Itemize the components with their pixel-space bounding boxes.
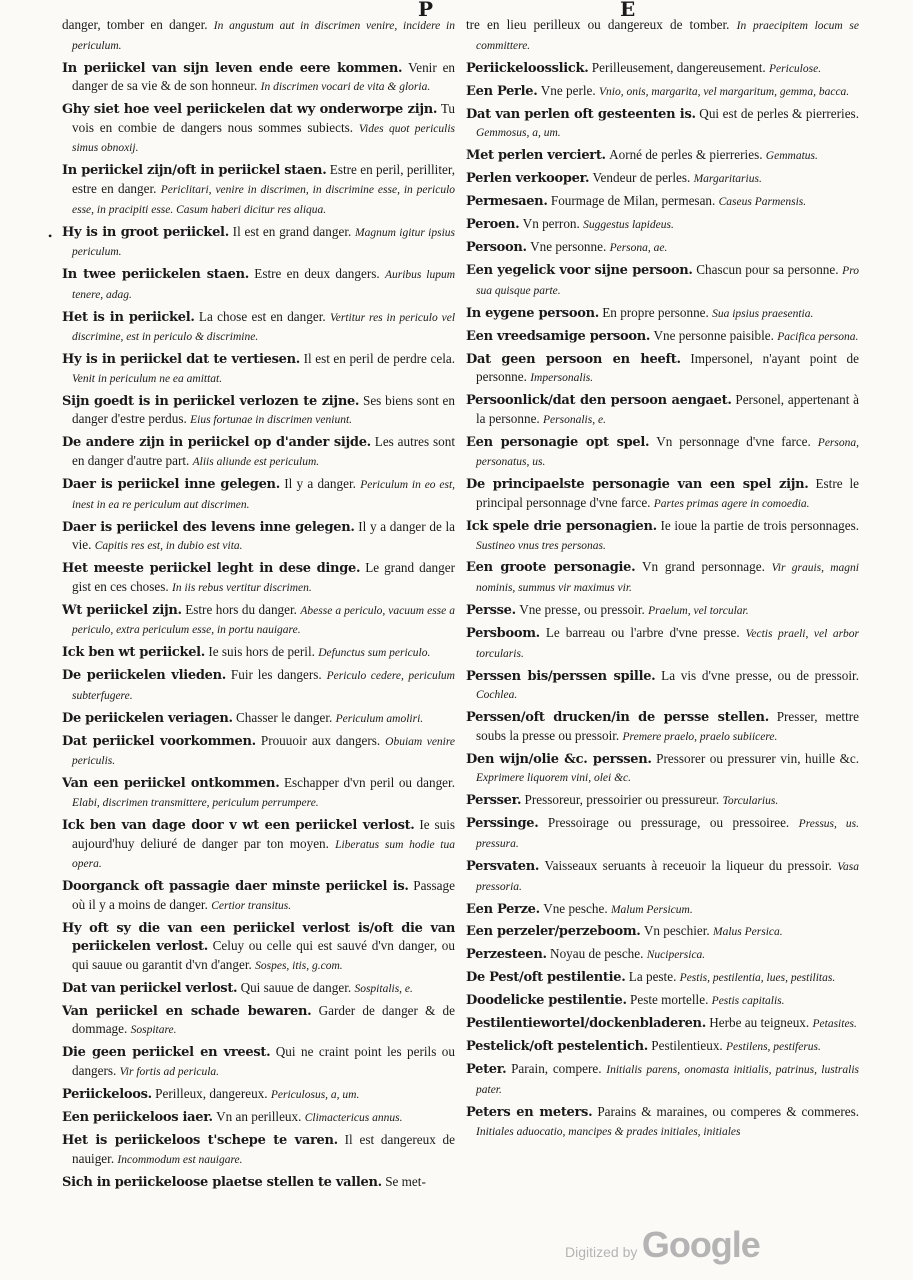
dictionary-entry [466, 261, 859, 300]
entry-latin: Pro sua quisque parte. [476, 265, 859, 297]
entry-latin: Pestis, pestilentia, lues, pestilitas. [679, 972, 836, 985]
dictionary-entry [466, 667, 859, 705]
entry-headword: De periickelen vlieden. [62, 668, 226, 684]
entry-latin: Abesse a periculo, vacuum esse a periculo, extra periculum esse, in portu nauigare. [72, 604, 456, 637]
entry-headword: De periickelen veriagen. [62, 710, 233, 726]
dictionary-entry [466, 1014, 859, 1034]
dictionary-entry [466, 59, 859, 79]
entry-french: Il est en grand danger. [232, 223, 352, 239]
entry-latin: In discrimen vocari de vita & gloria. [260, 81, 431, 94]
entry-french: Fourmage de Milan, permesan. [550, 193, 716, 209]
entry-headword: Permesaen. [466, 194, 548, 210]
entry-headword: Perlen verkooper. [466, 171, 590, 187]
dictionary-entry [466, 1103, 859, 1141]
dictionary-entry [466, 558, 859, 597]
entry-headword: Doodelicke pestilentie. [466, 993, 627, 1009]
entry-french: Ses biens sont en danger d'estre perdus. [72, 392, 455, 427]
right-column [466, 16, 859, 1145]
entry-french: Pressoirage ou pressurage, ou pressoiree. [547, 815, 790, 831]
entry-latin: Initiales aduocatio, mancipes & prades initiales, initiales [476, 1125, 741, 1138]
entry-french: Presser, mettre soubs la presse ou pressoir. [476, 709, 859, 743]
dictionary-entry [466, 814, 859, 853]
entry-latin: Capitis res est, in dubio est vita. [94, 540, 243, 553]
entry-headword: Ick ben van dage door v wt een periickel verlost. [62, 817, 415, 833]
entry-french: Vne presse, ou pressoir. [519, 602, 645, 618]
entry-headword: Die geen periickel en vreest. [62, 1045, 271, 1061]
entry-french: Ie ioue la partie de trois personnages. [660, 517, 860, 533]
entry-french: Estre en peril, perilliter, estre en danger. [72, 162, 456, 196]
dictionary-entry [62, 1043, 455, 1081]
entry-french: Fuir les dangers. [230, 667, 322, 683]
entry-french: Vn peschier. [643, 923, 710, 939]
entry-french: Il y a danger. [284, 475, 356, 491]
entry-latin: Vir grauis, magni nominis, summus vir maximus vir. [476, 562, 860, 595]
entry-headword: Een vreedsamige persoon. [466, 328, 651, 344]
entry-headword: In eygene persoon. [466, 305, 599, 321]
entry-french: Vne perle. [540, 82, 596, 98]
dictionary-entry [62, 265, 455, 304]
entry-latin: Liberatus sum hodie tua opera. [72, 838, 455, 871]
entry-french: Garder de danger & de dommage. [72, 1002, 456, 1037]
entry-latin: Petasites. [812, 1018, 857, 1031]
dictionary-entry [62, 877, 455, 915]
entry-french: Le barreau ou l'arbre d'vne presse. [545, 625, 740, 641]
dictionary-entry [466, 1060, 859, 1099]
entry-headword: Van een periickel ontkommen. [62, 776, 280, 792]
entry-french: Noyau de pesche. [550, 946, 644, 962]
entry-latin: Sustineo vnus tres personas. [476, 539, 606, 552]
entry-headword: Perssen bis/perssen spille. [466, 668, 656, 684]
dictionary-entry [466, 475, 859, 513]
entry-french: Vendeur de perles. [592, 170, 691, 186]
entry-latin: Vectis praeli, vel arbor torcularis. [476, 628, 860, 660]
entry-headword: Peter. [466, 1062, 507, 1078]
entry-headword: Ick ben wt periickel. [62, 645, 206, 661]
left-column [62, 16, 455, 1196]
dictionary-entry [466, 433, 859, 472]
dictionary-entry [62, 666, 455, 705]
entry-headword: Persvaten. [466, 858, 540, 874]
entry-headword: Perssen/oft drucken/in de persse stellen. [466, 710, 769, 726]
entry-french: Ie suis aujourd'huy deliuré de danger par ton moyen. [72, 816, 455, 851]
dictionary-entry [62, 392, 455, 430]
entry-french: La chose est en danger. [198, 308, 326, 324]
entry-french: Il est en peril de perdre cela. [303, 351, 456, 367]
entry-headword: Een Perle. [466, 83, 538, 99]
entry-latin: Pestilens, pestiferus. [726, 1041, 821, 1054]
entry-headword: Periickeloos. [62, 1087, 152, 1103]
dictionary-entry [62, 732, 455, 771]
dictionary-entry [62, 59, 455, 97]
entry-headword: Hy oft sy die van een periickel verlost is/oft die van periickelen verlost. [62, 920, 455, 955]
dictionary-entry [466, 350, 859, 388]
entry-latin: Vides quot periculis simus obnoxij. [72, 122, 455, 155]
entry-latin: Aliis aliunde est periculum. [192, 455, 320, 468]
entry-french: Parain, compere. [511, 1061, 602, 1077]
running-head-right-letter: E [620, 0, 636, 21]
entry-latin: Venit in periculum ne ea amittat. [72, 372, 223, 385]
entry-latin: Climactericus annus. [304, 1112, 403, 1125]
dictionary-entry [466, 750, 859, 788]
entry-french: Passage où il y a moins de danger. [72, 878, 455, 912]
entry-latin: Periculose. [769, 62, 822, 75]
entry-latin: In iis rebus vertitur discrimen. [171, 581, 312, 594]
entry-french: Herbe au teigneux. [709, 1015, 810, 1031]
entry-latin: Periculum amoliri. [335, 712, 424, 725]
dictionary-entry [466, 238, 859, 258]
entry-french: Parains & maraines, ou comperes & commeres. [597, 1103, 860, 1119]
running-head-left-letter: P [418, 0, 434, 21]
entry-french: Vaisseaux seruants à receuoir la liqueur du pressoir. [544, 857, 832, 873]
dictionary-entry [62, 709, 455, 729]
dictionary-entry [466, 900, 859, 920]
entry-latin: Vertitur res in periculo vel discrimine, est in periculo & discrimine. [72, 311, 456, 344]
entry-french: Estre hors du danger. [185, 601, 297, 617]
entry-latin: Magnum igitur ipsius periculum. [72, 226, 455, 259]
entry-french: Qui ne craint point les perils ou dangers. [72, 1044, 455, 1079]
entry-latin: Gemmosus, a, um. [476, 127, 561, 140]
dictionary-entry [466, 16, 859, 55]
entry-headword: Doorganck oft passagie daer minste periickel is. [62, 879, 409, 895]
entry-french: Aorné de perles & pierreries. [609, 147, 763, 163]
google-watermark [565, 1224, 760, 1266]
entry-french: Peste mortelle. [630, 992, 709, 1008]
entry-french: tre en lieu perilleux ou dangereux de tomber. [466, 17, 730, 32]
entry-headword: Van periickel en schade bewaren. [62, 1003, 312, 1019]
entry-headword: Daer is periickel des levens inne gelegen. [62, 519, 355, 535]
entry-french: Chascun pour sa personne. [696, 262, 839, 278]
entry-french: Perilleux, dangereux. [155, 1086, 268, 1102]
entry-headword: Een periickeloos iaer. [62, 1110, 213, 1126]
entry-headword: Dat van periickel verlost. [62, 980, 238, 996]
entry-french: Vn personnage d'vne farce. [656, 433, 811, 449]
entry-french: Vn an perilleux. [216, 1109, 302, 1125]
watermark-prefix: Digitized by [565, 1244, 638, 1260]
entry-french: Le grand danger gist en ces choses. [72, 560, 455, 594]
entry-french: Il y a danger de la vie. [72, 518, 455, 553]
dictionary-entry [62, 100, 455, 158]
dictionary-entry [466, 517, 859, 555]
dictionary-entry [466, 391, 859, 429]
dictionary-entry [62, 774, 455, 812]
entry-latin: Pacifica persona. [777, 330, 859, 343]
entry-latin: Pestis capitalis. [711, 995, 785, 1008]
entry-latin: Periculum in eo est, inest in ea re periculum aut discrimen. [72, 478, 456, 511]
google-logo: Google [641, 1224, 760, 1265]
entry-headword: Peroen. [466, 217, 520, 233]
entry-headword: Peters en meters. [466, 1104, 593, 1120]
entry-latin: Sospitare. [130, 1024, 177, 1037]
entry-latin: Vnio, onis, margarita, vel margaritum, gemma, bacca. [598, 85, 850, 98]
entry-french: La peste. [628, 969, 677, 985]
dictionary-entry [466, 791, 859, 811]
dictionary-entry [62, 161, 455, 219]
entry-latin: Malus Persica. [713, 926, 783, 939]
entry-headword: Persoonlick/dat den persoon aengaet. [466, 393, 732, 409]
dictionary-entry [466, 146, 859, 166]
dictionary-entry [466, 624, 859, 663]
dictionary-entry [466, 192, 859, 212]
entry-french: danger, tomber en danger. [62, 17, 208, 32]
entry-latin: Periculo cedere, periculum subterfugere. [72, 670, 455, 702]
entry-french: Chasser le danger. [236, 709, 333, 725]
entry-latin: Praelum, vel torcular. [648, 605, 749, 618]
margin-mark: • [48, 229, 53, 243]
dictionary-entry [466, 708, 859, 746]
entry-latin: Cochlea. [476, 689, 518, 702]
entry-latin: Incommodum est nauigare. [117, 1153, 243, 1166]
entry-headword: Hy is in groot periickel. [62, 224, 229, 240]
dictionary-entry [62, 1002, 455, 1040]
entry-latin: Persona, ae. [609, 242, 668, 255]
dictionary-entry [466, 1037, 859, 1057]
entry-french: Tu vois en combie de dangers nous sommes subiects. [72, 101, 455, 135]
entry-french: Vne personne. [530, 239, 607, 255]
entry-french: Estre le principal personnage d'vne farce. [476, 476, 859, 510]
dictionary-entry [62, 643, 455, 663]
dictionary-entry [466, 327, 859, 347]
entry-latin: Persona, personatus, us. [476, 436, 860, 469]
entry-headword: Het is periickeloos t'schepe te varen. [62, 1133, 338, 1149]
entry-headword: Sich in periickeloose plaetse stellen te vallen. [62, 1174, 382, 1190]
dictionary-entry [62, 433, 455, 471]
entry-headword: Een personagie opt spel. [466, 434, 650, 450]
entry-french: Se met- [385, 1173, 426, 1189]
dictionary-entry [62, 559, 455, 597]
entry-latin: Caseus Parmensis. [718, 196, 807, 209]
entry-headword: Pestelick/oft pestelentich. [466, 1039, 648, 1055]
entry-latin: Periculosus, a, um. [270, 1089, 360, 1102]
entry-latin: Impersonalis. [530, 372, 594, 385]
entry-headword: Ghy siet hoe veel periickelen dat wy onderworpe zijn. [62, 102, 438, 118]
entry-latin: Vir fortis ad pericula. [119, 1066, 220, 1079]
entry-headword: Sijn goedt is in periickel verlozen te zijne. [62, 393, 360, 409]
dictionary-entry [466, 857, 859, 896]
entry-headword: Dat van perlen oft gesteenten is. [466, 106, 696, 122]
entry-french: Venir en danger de sa vie & de son honneur. [72, 59, 456, 94]
entry-french: Prouuoir aux dangers. [260, 732, 381, 748]
entry-latin: Personalis, e. [543, 413, 606, 426]
entry-latin: Premere praelo, praelo subiicere. [622, 730, 778, 743]
entry-french: Personel, appertenant à la personne. [476, 392, 860, 426]
entry-headword: Hy is in periickel dat te vertiesen. [62, 352, 300, 368]
dictionary-entry [466, 991, 859, 1011]
entry-headword: Dat geen persoon en heeft. [466, 351, 681, 367]
entry-headword: Periickeloosslick. [466, 60, 589, 76]
dictionary-entry [62, 308, 455, 347]
dictionary-entry [62, 350, 455, 388]
entry-latin: Periclitari, venire in discrimen, in discrimine esse, in periculo esse, in pracipiti esse. Casum haberi dicitur res aliqua. [72, 183, 456, 216]
entry-french: Vne personne paisible. [653, 327, 774, 343]
entry-headword: Persse. [466, 603, 516, 619]
dictionary-entry [466, 601, 859, 621]
entry-headword: De andere zijn in periickel op d'ander sijde. [62, 435, 371, 451]
entry-latin: Margaritarius. [693, 173, 762, 186]
entry-french: Qui est de perles & pierreries. [699, 105, 859, 121]
dictionary-entry [62, 16, 455, 55]
entry-french: Les autres sont en danger d'autre part. [72, 434, 456, 468]
entry-latin: Pressus, us. pressura. [476, 818, 860, 850]
entry-headword: Ick spele drie personagien. [466, 518, 657, 534]
dictionary-entry [62, 979, 455, 999]
dictionary-entry [62, 1131, 455, 1169]
entry-french: Estre en deux dangers. [254, 266, 380, 282]
dictionary-entry [62, 223, 455, 262]
entry-headword: Het meeste periickel leght in dese dinge. [62, 561, 361, 577]
dictionary-entry [62, 475, 455, 514]
entry-latin: Nucipersica. [646, 949, 706, 962]
entry-headword: Een yegelick voor sijne persoon. [466, 263, 693, 279]
dictionary-entry [466, 968, 859, 988]
dictionary-entry [466, 945, 859, 965]
entry-latin: Sua ipsius praesentia. [712, 307, 814, 320]
entry-french: Eschapper d'vn peril ou danger. [283, 775, 455, 791]
entry-headword: Daer is periickel inne gelegen. [62, 476, 280, 492]
entry-french: En propre personne. [602, 304, 709, 320]
entry-french: Vn perron. [522, 216, 580, 232]
entry-french: Ie suis hors de peril. [208, 644, 315, 660]
entry-latin: Partes primas agere in comoedia. [653, 497, 810, 510]
dictionary-entry [62, 816, 455, 874]
dictionary-entry [466, 169, 859, 189]
dictionary-entry [466, 304, 859, 324]
entry-headword: De Pest/oft pestilentie. [466, 970, 626, 986]
entry-headword: Met perlen verciert. [466, 148, 606, 164]
entry-headword: Perzesteen. [466, 947, 547, 963]
dictionary-entry [62, 601, 455, 640]
entry-latin: Sospes, itis, g.com. [255, 959, 343, 972]
entry-headword: In periickel zijn/oft in periickel staen. [62, 163, 327, 179]
dictionary-entry [62, 1085, 455, 1105]
entry-french: Perilleusement, dangereusement. [591, 59, 766, 75]
dictionary-entry [466, 922, 859, 942]
entry-headword: Een groote personagie. [466, 560, 636, 576]
entry-french: Vne pesche. [543, 900, 608, 916]
entry-latin: Sospitalis, e. [354, 982, 413, 995]
entry-french: La vis d'vne presse, ou de pressoir. [661, 667, 860, 683]
entry-french: Impersonel, n'ayant point de personne. [476, 350, 859, 385]
entry-latin: Gemmatus. [765, 150, 818, 163]
entry-headword: Wt periickel zijn. [62, 602, 182, 618]
entry-headword: In periickel van sijn leven ende eere kommen. [62, 60, 403, 76]
entry-headword: Persser. [466, 793, 522, 809]
entry-headword: Perssinge. [466, 816, 539, 832]
entry-french: Vn grand personnage. [642, 559, 765, 575]
entry-headword: Persboom. [466, 626, 540, 642]
entry-latin: Malum Persicum. [610, 903, 693, 916]
entry-latin: Certior transitus. [211, 899, 292, 912]
dictionary-entry [62, 919, 455, 976]
entry-french: Qui sauue de danger. [240, 979, 352, 995]
entry-headword: Het is in periickel. [62, 309, 195, 325]
entry-headword: Een perzeler/perzeboom. [466, 924, 641, 940]
entry-french: Il est dangereux de nauiger. [72, 1132, 455, 1166]
entry-french: Celuy ou celle qui est sauvé d'vn danger, ou qui sauue ou garantit d'vn d'anger. [72, 938, 455, 972]
dictionary-entry [466, 105, 859, 143]
entry-headword: Dat periickel voorkommen. [62, 733, 256, 749]
entry-headword: Persoon. [466, 240, 527, 256]
entry-latin: Defunctus sum periculo. [318, 647, 431, 660]
entry-latin: Elabi, discrimen transmittere, periculum perrumpere. [72, 797, 319, 809]
entry-headword: Pestilentiewortel/dockenbladeren. [466, 1016, 706, 1032]
entry-french: Pressorer ou pressurer vin, huille &c. [656, 750, 860, 766]
entry-headword: In twee periickelen staen. [62, 267, 249, 283]
entry-headword: Den wijn/olie &c. perssen. [466, 751, 652, 767]
dictionary-entry [466, 215, 859, 235]
entry-french: Pressoreur, pressoirier ou pressureur. [524, 792, 720, 808]
entry-latin: Exprimere liquorem vini, olei &c. [476, 772, 631, 785]
entry-latin: In praecipitem locum se committere. [476, 20, 859, 52]
dictionary-entry [62, 518, 455, 556]
entry-latin: Initialis parens, onomasta initialis, patrinus, lustralis pater. [476, 1064, 860, 1096]
entry-latin: Torcularius. [722, 795, 779, 808]
entry-latin: Suggestus lapideus. [583, 219, 674, 232]
entry-french: Pestilentieux. [651, 1038, 723, 1054]
dictionary-entry [62, 1173, 455, 1193]
entry-latin: In angustum aut in discrimen venire, incidere in periculum. [72, 20, 455, 52]
entry-headword: De principaelste personagie van een spel zijn. [466, 477, 809, 493]
dictionary-entry [466, 82, 859, 102]
entry-latin: Eius fortunae in discrimen veniunt. [190, 414, 353, 427]
entry-latin: Vasa pressoria. [476, 860, 859, 893]
entry-latin: Auribus lupum tenere, adag. [72, 269, 455, 301]
entry-headword: Een Perze. [466, 901, 540, 917]
dictionary-entry [62, 1108, 455, 1128]
entry-latin: Obuiam venire periculis. [72, 735, 456, 768]
